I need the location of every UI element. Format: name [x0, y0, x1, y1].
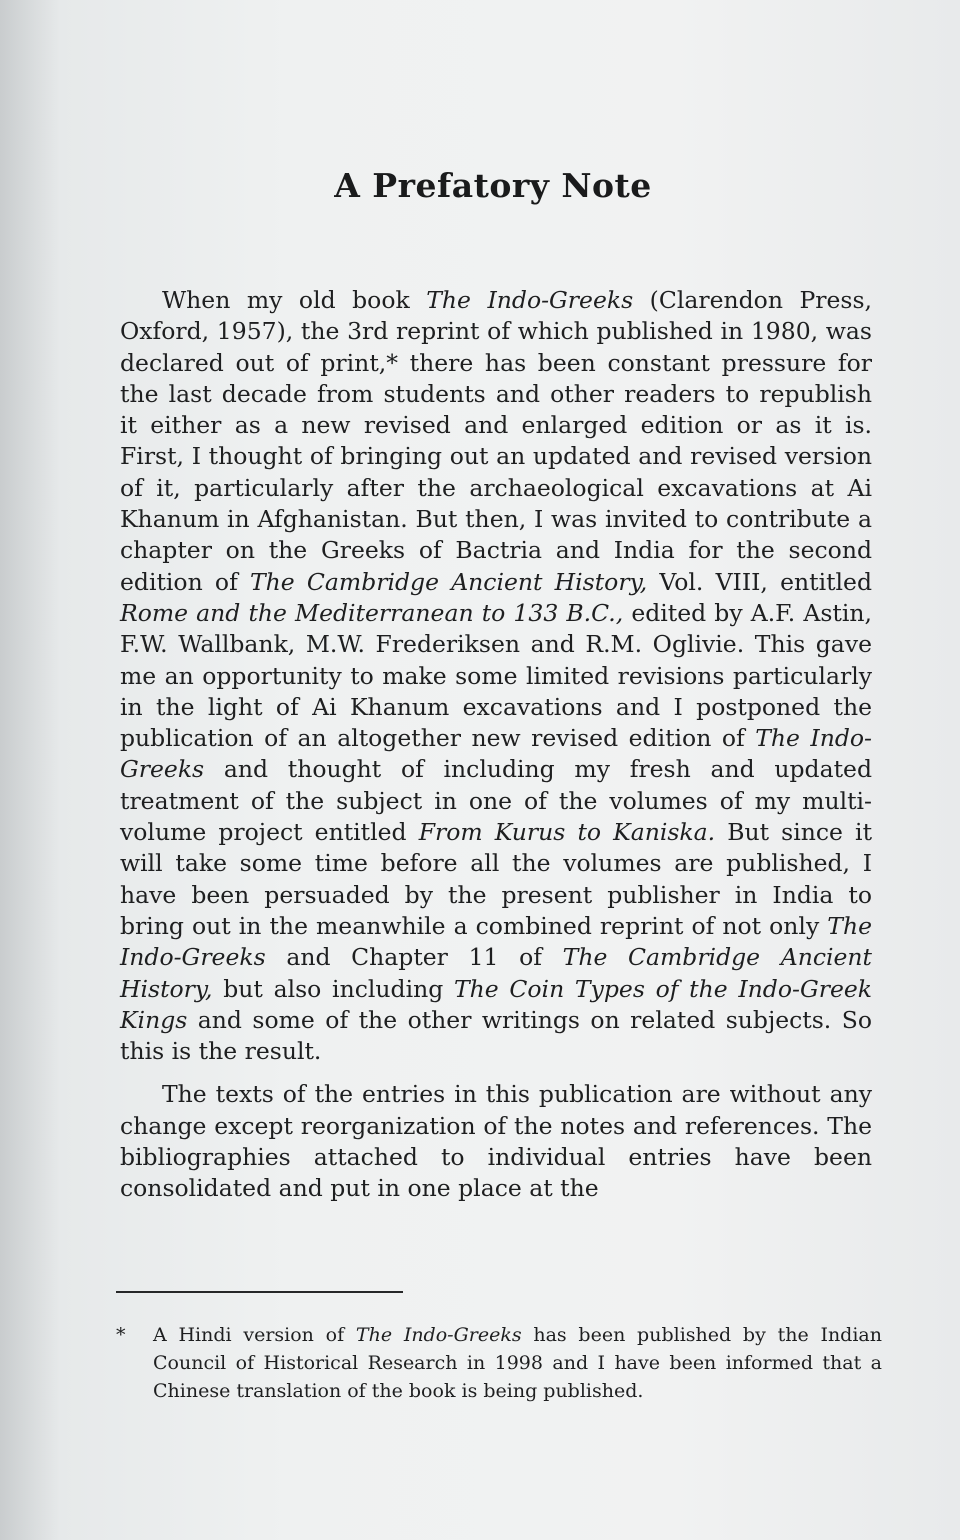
text-span: edited by A.F. Astin, F.W. Wallbank, M.W. Frederiksen and R.M. Oglivie. This gave me an opportunity to make some limited revisions particularly in the light of Ai Khanum excavations and I postponed the publication of an altogether new revised edition of — [120, 598, 872, 753]
text-span: A Hindi version of — [153, 1324, 356, 1346]
text-span: has been published by the Indian Council of Historical Research in 1998 and I have been informed that a Chinese translation of the book is being published. — [153, 1324, 882, 1402]
page-title: A Prefatory Note — [334, 166, 652, 205]
book-title-italic: The Indo-Greeks — [426, 286, 634, 314]
book-title-italic: The Cambridge Ancient History, — [249, 567, 648, 596]
text-span: When my old book — [162, 286, 427, 314]
footnote-text — [153, 1321, 882, 1405]
footnote-divider — [116, 1291, 403, 1293]
book-title-italic: The Coin Types of the Indo-Greek Kings — [120, 974, 873, 1034]
book-title-italic: The Indo-Greeks — [355, 1324, 522, 1346]
footnote-marker: * — [116, 1324, 126, 1346]
text-span: and Chapter 11 of — [265, 943, 563, 972]
paragraph-2: The texts of the entries in this publication are without any change except reorganization of the notes and references. The bibliographies attached to individual entries have been consolidated and put in one place at the — [120, 1080, 872, 1203]
text-span: (Clarendon Press, Oxford, 1957), the 3rd reprint of which published in 1980, was declared out of print,* there has been constant pressure for the last decade from students and other readers to republish it either as a new revised and enlarged edition or as it is. First, I thought of bringing out an updated and revised version of it, particularly after the archaeological excavations at Ai Khanum in Afghanistan. But then, I was invited to contribute a chapter on the Greeks of Bactria and India for the second edition of — [120, 286, 873, 596]
book-title-italic: Rome and the Mediterranean to 133 B.C., — [120, 598, 624, 627]
page-gutter-shadow — [0, 0, 60, 1540]
paragraph-1 — [120, 285, 872, 1067]
book-title-italic: The Indo-Greeks — [120, 911, 872, 972]
body-text — [120, 285, 872, 1205]
footnote — [116, 1321, 882, 1405]
text-span: but also including — [212, 974, 454, 1003]
text-span: and thought of including my fresh and updated treatment of the subject in one of the volumes of my multi-volume project entitled — [120, 755, 872, 847]
text-span: and some of the other writings on related subjects. So this is the result. — [120, 1005, 872, 1066]
book-title-italic: From Kurus to Kaniska. — [418, 818, 716, 847]
book-title-italic: The Cambridge Ancient History, — [120, 943, 872, 1003]
text-span: Vol. VIII, entitled — [647, 567, 872, 596]
book-title-italic: The Indo-Greeks — [120, 724, 872, 784]
text-span: But since it will take some time before all the volumes are published, I have been persuaded by the present publisher in India to bring out in the meanwhile a combined reprint of not only — [120, 818, 873, 940]
